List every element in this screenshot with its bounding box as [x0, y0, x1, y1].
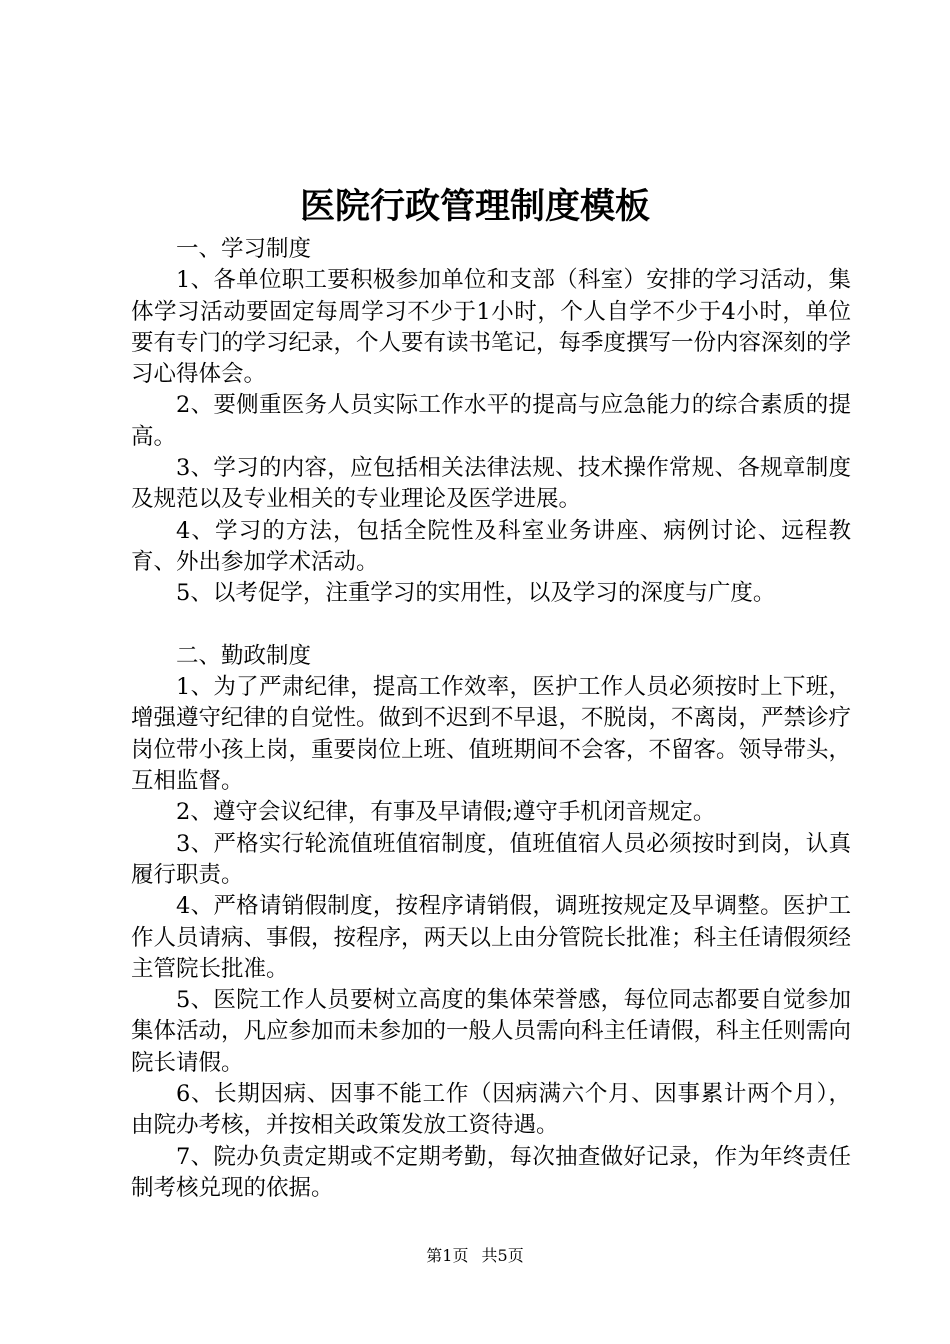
paragraph: 2、要侧重医务人员实际工作水平的提高与应急能力的综合素质的提高。 — [131, 392, 851, 450]
section-gap — [131, 610, 851, 641]
paragraph: 1、为了严肃纪律，提高工作效率，医护工作人员必须按时上下班，增强遵守纪律的自觉性。做到不迟到不早退，不脱岗，不离岗，严禁诊疗岗位带小孩上岗，重要岗位上班、值班期间不会客，不留客。领导带头，互相监督。 — [131, 674, 852, 795]
section-heading: 一、学习制度 — [176, 236, 312, 262]
page-number: 第1页 — [426, 1246, 469, 1265]
page-footer — [0, 1243, 950, 1266]
page-total: 共5页 — [481, 1246, 524, 1265]
paragraph: 1、各单位职工要积极参加单位和支部（科室）安排的学习活动，集体学习活动要固定每周学习不少于1小时，个人自学不少于4小时，单位要有专门的学习纪录，个人要有读书笔记，每季度撰写一份内容深刻的学习心得体会。 — [131, 267, 852, 388]
paragraph: 5、医院工作人员要树立高度的集体荣誉感，每位同志都要自觉参加集体活动，凡应参加而未参加的一般人员需向科主任请假，科主任则需向院长请假。 — [131, 987, 852, 1076]
paragraph: 6、长期因病、因事不能工作（因病满六个月、因事累计两个月），由院办考核，并按相关政策发放工资待遇。 — [131, 1081, 851, 1139]
document-title: 医院行政管理制度模板 — [299, 186, 650, 227]
paragraph: 3、学习的内容，应包括相关法律法规、技术操作常规、各规章制度及规范以及专业相关的专业理论及医学进展。 — [131, 455, 851, 513]
document-body — [131, 234, 851, 1204]
paragraph: 2、遵守会议纪律，有事及早请假;遵守手机闭音规定。 — [176, 799, 716, 826]
paragraph: 5、以考促学，注重学习的实用性，以及学习的深度与广度。 — [176, 580, 776, 607]
paragraph: 4、严格请销假制度，按程序请销假，调班按规定及早调整。医护工作人员请病、事假，按程序，两天以上由分管院长批准；科主任请假须经主管院长批准。 — [131, 893, 852, 982]
paragraph: 4、学习的方法，包括全院性及科室业务讲座、病例讨论、远程教育、外出参加学术活动。 — [131, 517, 851, 575]
paragraph: 7、院办负责定期或不定期考勤，每次抽查做好记录，作为年终责任制考核兑现的依据。 — [131, 1143, 851, 1201]
paragraph: 3、严格实行轮流值班值宿制度，值班值宿人员必须按时到岗，认真履行职责。 — [131, 830, 851, 888]
section-heading: 二、勤政制度 — [176, 642, 312, 669]
